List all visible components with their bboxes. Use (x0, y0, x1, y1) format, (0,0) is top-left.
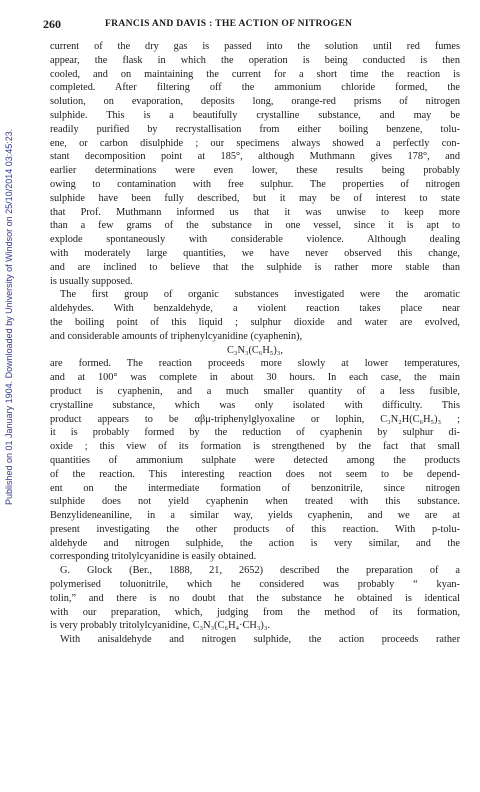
text-line: stant decomposition point at 185°, although Muthmann gives 178°, and (50, 151, 460, 163)
page-number: 260 (43, 17, 61, 31)
text-line: product appears to be αβμ-triphenylglyoxaline or lophin, C₃N₂H(C₆H₅)₃ ; (50, 413, 460, 425)
text-line: are formed. The reaction proceeds more slowly at lower temperatures, (50, 358, 460, 370)
text-line: is very probably tritolylcyanidine, C₃N₃(C₆H₄·CH₃)₃. (50, 620, 271, 632)
text-line: earlier determinations were even lower, these results being probably (50, 165, 460, 177)
text-line: ene, or carbon disulphide ; our specimens always showed a perfectly con- (50, 137, 460, 149)
text-line: G. Glock (Ber., 1888, 21, 2652) described the preparation of a (60, 565, 460, 577)
text-line: than a few grams of the substance in one vessel, since it is apt to (50, 220, 460, 232)
text-line: The first group of organic substances investigated were the aromatic (60, 289, 460, 301)
text-line: is usually supposed. (50, 275, 133, 287)
text-line: with moderately large quantities, we have never observed this change, (50, 247, 460, 259)
text-line: and are inclined to believe that the sulphide is rather more stable than (50, 261, 460, 273)
text-line: aldehydes. With benzaldehyde, a violent reaction takes place near (50, 303, 460, 315)
text-line: quantities of ammonium sulphate were detected among the products (50, 454, 460, 466)
article-body (50, 40, 460, 647)
text-line: explode spontaneously with considerable violence. Although dealing (50, 234, 460, 246)
text-line: cooled, and on maintaining the current for a short time the reaction is (50, 68, 460, 80)
text-line: sulphide. This is a beautifully crystalline substance, and may be (50, 109, 460, 121)
text-line: Benzylideneaniline, in a similar way, yields cyaphenin, and we are at (50, 510, 460, 522)
text-line: product is cyaphenin, and a much smaller quantity of a less fusible, (50, 385, 460, 397)
text-line: owing to contamination with free sulphur. The properties of nitrogen (50, 178, 460, 190)
text-line: readily purified by recrystallisation from either boiling benzene, tolu- (50, 123, 460, 135)
text-line: sulphide does not yield cyaphenin when treated with this substance. (50, 496, 460, 508)
text-line: the boiling point of this liquid ; sulphur dioxide and water are evolved, (50, 316, 460, 328)
text-line: C₃N₃(C₆H₅)₃, (227, 344, 283, 356)
text-line: tolin,” and there is no doubt that the substance he obtained is identical (50, 592, 460, 604)
text-line: aldehyde and nitrogen sulphide, the action is very similar, and the (50, 537, 460, 549)
text-line: polymerised toluonitrile, which he considered was probably “ kyan- (50, 579, 460, 591)
text-line: appear, the flask in which the operation is being conducted is then (50, 54, 460, 66)
text-line: sulphide have been fully described, but it may be of interest to state (50, 192, 460, 204)
download-watermark: Published on 01 January 1904. Downloaded by University of Windsor on 25/10/2014 03:45:23. (4, 128, 14, 505)
text-line: and at 100° was complete in about 30 hours. In each case, the main (50, 372, 460, 384)
text-line: present investigating the other products of this reaction. With p-tolu- (50, 523, 460, 535)
text-line: solution, on evaporation, deposits long, orange-red prisms of nitrogen (50, 96, 460, 108)
text-line: with our preparation, which, judging from the method of its formation, (50, 606, 460, 618)
text-line: and considerable amounts of triphenylcyanidine (cyaphenin), (50, 330, 303, 342)
text-line: oxide ; this view of its formation is strengthened by the fact that small (50, 441, 460, 453)
text-line: it is probably formed by the reduction of cyaphenin by sulphur di- (50, 427, 460, 439)
page-header (43, 17, 463, 31)
text-line: completed. After filtering off the ammonium chloride formed, the (50, 82, 460, 94)
text-line: With anisaldehyde and nitrogen sulphide, the action proceeds rather (60, 634, 460, 646)
text-line: crystalline substance, which was only isolated with difficulty. This (50, 399, 460, 411)
text-line: corresponding tritolylcyanidine is easily obtained. (50, 551, 257, 563)
running-title: FRANCIS AND DAVIS : THE ACTION OF NITROGEN (105, 18, 353, 29)
text-line: ent on the intermediate formation of benzonitrile, since nitrogen (50, 482, 460, 494)
text-line: of the reaction. This interesting reaction does not seem to be depend- (50, 468, 460, 480)
text-line: current of the dry gas is passed into the solution until red fumes (50, 41, 460, 52)
text-line: that Prof. Muthmann informed us that it was unwise to keep more (50, 206, 460, 218)
